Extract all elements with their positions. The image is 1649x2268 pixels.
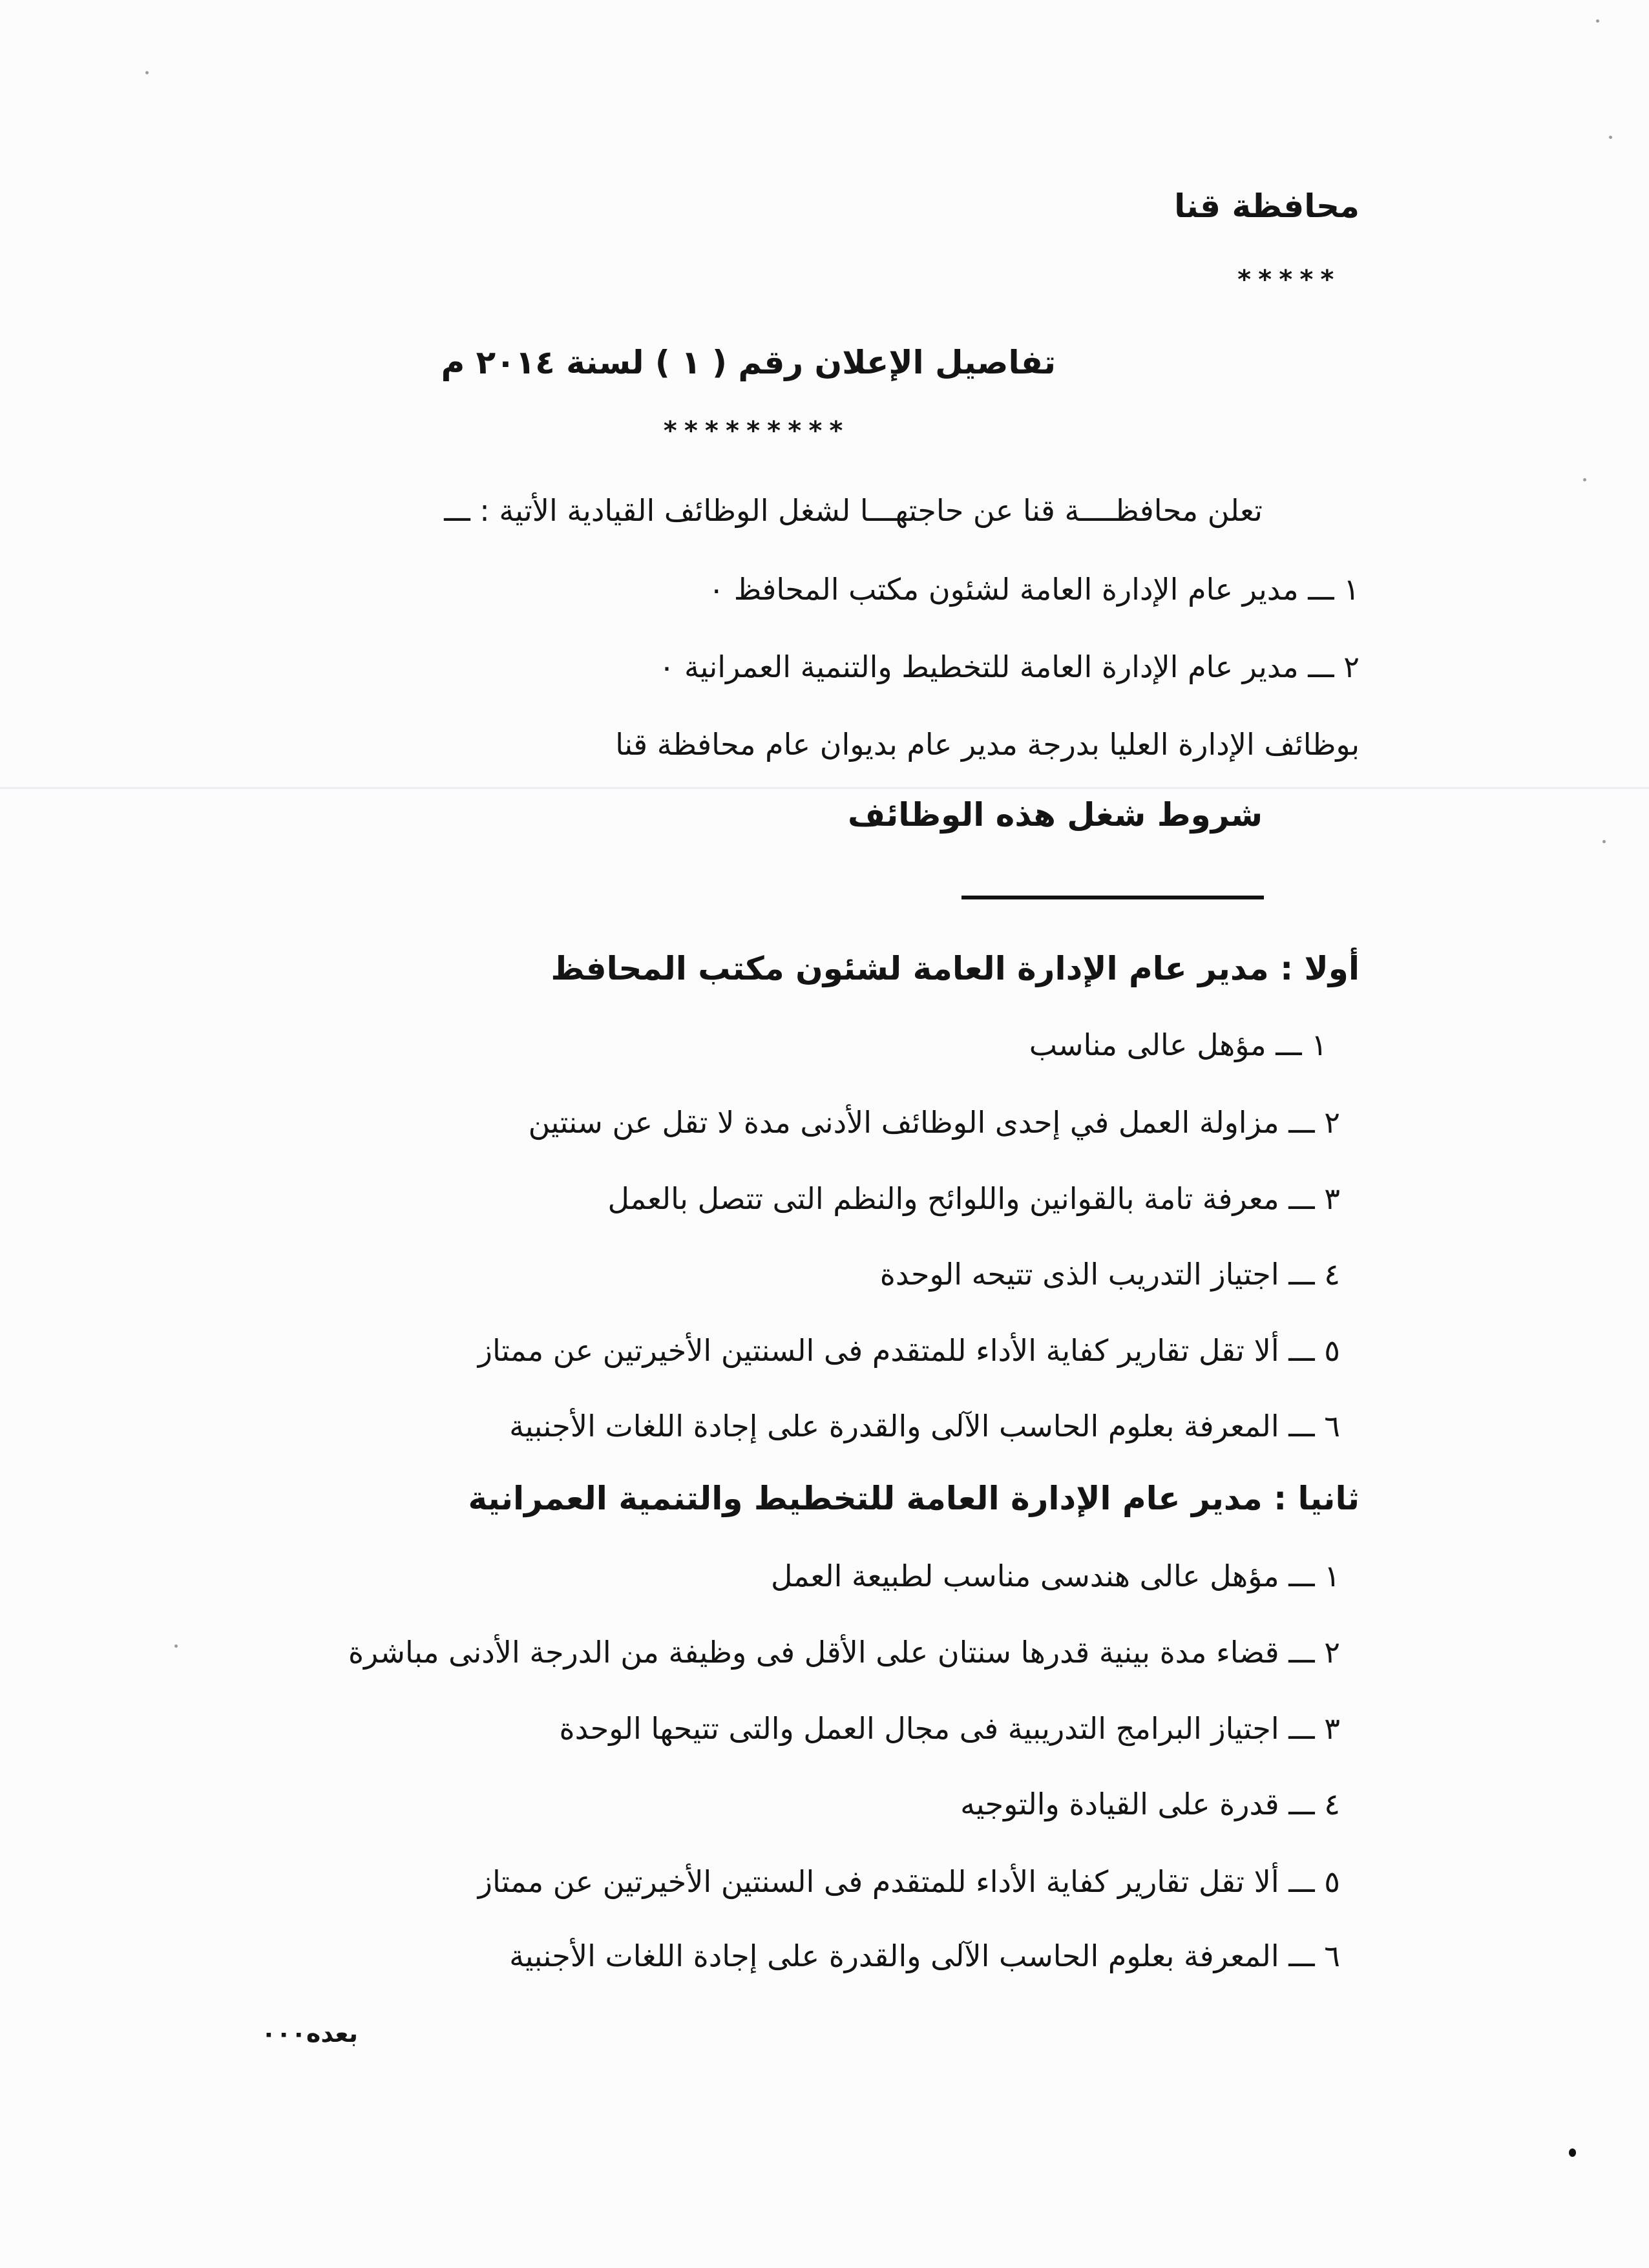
conditions-heading: شروط شغل هذه الوظائف: [847, 796, 1263, 834]
section-1-item: ١ ـــ مؤهل عالى مناسب: [1029, 1027, 1327, 1062]
scan-speck: [145, 71, 149, 74]
section-1-item: ٣ ـــ معرفة تامة بالقوانين واللوائح والنظم التى تتصل بالعمل: [607, 1181, 1340, 1216]
section-2-item: ٤ ـــ قدرة على القيادة والتوجيه: [960, 1787, 1340, 1822]
positions-scope: بوظائف الإدارة العليا بدرجة مدير عام بديوان عام محافظة قنا: [615, 727, 1360, 762]
section-1-item: ٢ ـــ مزاولة العمل في إحدى الوظائف الأدنى مدة لا تقل عن سنتين: [528, 1105, 1340, 1140]
section-2-item: ٣ ـــ اجتياز البرامج التدريبية فى مجال العمل والتى تتيحها الوحدة: [559, 1711, 1340, 1746]
heading-underline: [961, 896, 1264, 899]
separator-stars-long: *********: [662, 416, 849, 446]
continued-note: بعده٠٠٠: [261, 2019, 358, 2048]
paper-fold-line: [0, 787, 1649, 789]
section-2-item: ٥ ـــ ألا تقل تقارير كفاية الأداء للمتقدم فى السنتين الأخيرتين عن ممتاز: [478, 1864, 1340, 1899]
separator-stars-short: *****: [1236, 265, 1340, 295]
announcement-title: تفاصيل الإعلان رقم ( ١ ) لسنة ٢٠١٤ م: [441, 344, 1056, 381]
section-2-item: ١ ـــ مؤهل عالى هندسى مناسب لطبيعة العمل: [770, 1559, 1340, 1593]
section-1-item: ٤ ـــ اجتياز التدريب الذى تتيحه الوحدة: [879, 1257, 1340, 1292]
section-2-item: ٢ ـــ قضاء مدة بينية قدرها سنتان على الأقل فى وظيفة من الدرجة الأدنى مباشرة: [348, 1635, 1340, 1670]
section-1-item: ٥ ـــ ألا تقل تقارير كفاية الأداء للمتقدم فى السنتين الأخيرتين عن ممتاز: [478, 1333, 1340, 1368]
position-item: ١ ـــ مدير عام الإدارة العامة لشئون مكتب المحافظ ٠: [708, 572, 1360, 607]
position-item: ٢ ـــ مدير عام الإدارة العامة للتخطيط والتنمية العمرانية ٠: [658, 649, 1360, 684]
scan-speck: [1583, 478, 1586, 481]
scan-speck: [1609, 136, 1612, 139]
scan-speck: [1602, 840, 1606, 843]
governorate-name: محافظة قنا: [1174, 187, 1360, 225]
section-1-heading: أولا : مدير عام الإدارة العامة لشئون مكتب المحافظ: [551, 950, 1360, 987]
scan-speck: [174, 1644, 178, 1648]
ink-dot: [1569, 2148, 1576, 2157]
scan-speck: [1596, 19, 1599, 23]
section-2-item: ٦ ـــ المعرفة بعلوم الحاسب الآلى والقدرة على إجادة اللغات الأجنبية: [509, 1938, 1340, 1973]
section-1-item: ٦ ـــ المعرفة بعلوم الحاسب الآلى والقدرة على إجادة اللغات الأجنبية: [509, 1409, 1340, 1444]
section-2-heading: ثانيا : مدير عام الإدارة العامة للتخطيط والتنمية العمرانية: [468, 1480, 1360, 1517]
intro-text: تعلن محافظــــة قنا عن حاجتهـــا لشغل الوظائف القيادية الأتية : ـــ: [444, 493, 1263, 528]
